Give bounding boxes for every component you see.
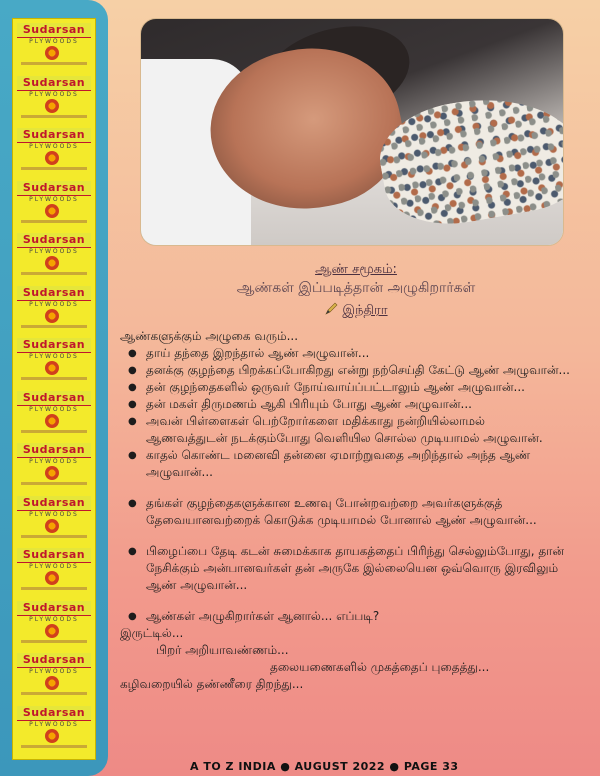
- sponsor-brand: Sudarsan: [17, 76, 91, 91]
- left-band: [0, 0, 108, 776]
- sponsor-logo: [15, 233, 93, 281]
- list-item: ● ஆண்கள் அழுகிறார்கள் ஆனால்... எப்படி?: [120, 608, 570, 625]
- pen-icon: [324, 302, 338, 316]
- sponsor-brand: Sudarsan: [17, 233, 91, 248]
- closing-line-4: கழிவறையில் தண்ணீரை திறந்து...: [120, 677, 304, 691]
- list-item: ● தனக்கு குழந்தை பிறக்கப்போகிறது என்று நற்செய்தி கேட்டு ஆண் அழுவான்...: [120, 362, 570, 379]
- author-name: இந்திரா: [342, 303, 388, 318]
- sponsor-brand: Sudarsan: [17, 496, 91, 511]
- list-item: ● பிழைப்பை தேடி கடன் சுமைக்காக தாயகத்தைப் பிரிந்து செல்லும்போது, தான் நேசிக்கும் அன்பானவர்கள் தன் அருகே இல்லையென ஒவ்வொரு இரவிலும் ஆண் அழுவான்...: [120, 543, 570, 594]
- sponsor-sub: PLYWOODS: [29, 615, 79, 623]
- sponsor-sub: PLYWOODS: [29, 248, 79, 255]
- sponsor-logo: [15, 128, 93, 176]
- sponsor-tagline: [21, 640, 87, 643]
- sponsor-logo: [15, 601, 93, 649]
- sponsor-tagline: [21, 482, 87, 485]
- sponsor-tagline: [21, 272, 87, 275]
- sponsor-logo: [15, 496, 93, 544]
- sponsor-logo: [15, 548, 93, 596]
- sponsor-brand: Sudarsan: [17, 601, 91, 616]
- sponsor-emblem-icon: [45, 151, 59, 165]
- sponsor-brand: Sudarsan: [17, 653, 91, 668]
- hero-photo: [140, 18, 564, 246]
- sponsor-emblem-icon: [45, 571, 59, 585]
- sponsor-logo: [15, 23, 93, 71]
- sponsor-logo: [15, 391, 93, 439]
- sponsor-tagline: [21, 220, 87, 223]
- list-item: ● தன் குழந்தைகளில் ஒருவர் நோய்வாய்ப்பட்டாலும் ஆண் அழுவான்...: [120, 379, 570, 396]
- sponsor-sub: PLYWOODS: [29, 90, 79, 98]
- sponsor-brand: Sudarsan: [17, 706, 91, 721]
- sponsor-sub: PLYWOODS: [29, 458, 79, 465]
- sponsor-logo: [15, 181, 93, 229]
- sponsor-sub: PLYWOODS: [29, 563, 79, 570]
- page-footer: A TO Z INDIA ● AUGUST 2022 ● PAGE 33: [190, 760, 459, 773]
- article-body: [120, 328, 570, 693]
- list-item: ● தன் மகள் திருமணம் ஆகி பிரியும் போது ஆண் அழுவான்...: [120, 396, 570, 413]
- sponsor-sub: PLYWOODS: [29, 195, 79, 203]
- sponsor-logo: [15, 76, 93, 124]
- sponsor-logo: [15, 653, 93, 701]
- sponsor-tagline: [21, 587, 87, 590]
- sponsor-tagline: [21, 167, 87, 170]
- article-category: ஆண் சமூகம்:: [315, 262, 397, 277]
- sponsor-emblem-icon: [45, 204, 59, 218]
- closing-line-1: இருட்டில்...: [120, 626, 184, 640]
- bullet-list-a: [120, 345, 570, 481]
- sponsor-emblem-icon: [45, 99, 59, 113]
- sponsor-emblem-icon: [45, 256, 59, 270]
- sponsor-brand: Sudarsan: [17, 286, 91, 301]
- bullet-list-b: [120, 495, 570, 529]
- sponsor-emblem-icon: [45, 676, 59, 690]
- sponsor-tagline: [21, 430, 87, 433]
- article-title: ஆண்கள் இப்படித்தான் அழுகிறார்கள்: [236, 280, 476, 296]
- sponsor-sub: PLYWOODS: [29, 720, 79, 728]
- sponsor-emblem-icon: [45, 414, 59, 428]
- sponsor-sub: PLYWOODS: [29, 143, 79, 150]
- sponsor-brand: Sudarsan: [17, 181, 91, 196]
- list-item: ● தாய் தந்தை இறந்தால் ஆண் அழுவான்...: [120, 345, 570, 362]
- sponsor-logo: [15, 706, 93, 754]
- sponsor-tagline: [21, 377, 87, 380]
- sponsor-sub: PLYWOODS: [29, 668, 79, 675]
- sponsor-sub: PLYWOODS: [29, 300, 79, 308]
- sponsor-emblem-icon: [45, 309, 59, 323]
- sponsor-tagline: [21, 62, 87, 65]
- sponsor-logo: [15, 443, 93, 491]
- sponsor-sub: PLYWOODS: [29, 353, 79, 360]
- sponsor-emblem-icon: [45, 519, 59, 533]
- article-author: [116, 302, 596, 319]
- sponsor-tagline: [21, 325, 87, 328]
- sponsor-sub: PLYWOODS: [29, 38, 79, 45]
- sponsor-brand: Sudarsan: [17, 23, 91, 38]
- sponsor-tagline: [21, 692, 87, 695]
- sponsor-sub: PLYWOODS: [29, 405, 79, 413]
- sponsor-strip: [12, 18, 96, 760]
- sponsor-brand: Sudarsan: [17, 548, 91, 563]
- list-item: ● அவன் பிள்ளைகள் பெற்றோர்களை மதிக்காது நன்றியில்லாமல் ஆணவத்துடன் நடக்கும்போது வெளியில சொல்ல முடியாமல் அழுவான்.: [120, 413, 570, 447]
- sponsor-emblem-icon: [45, 46, 59, 60]
- sponsor-logo: [15, 286, 93, 334]
- sponsor-sub: PLYWOODS: [29, 510, 79, 518]
- sponsor-brand: Sudarsan: [17, 338, 91, 353]
- sponsor-emblem-icon: [45, 624, 59, 638]
- sponsor-brand: Sudarsan: [17, 443, 91, 458]
- intro-text: ஆண்களுக்கும் அழுகை வரும்...: [120, 329, 299, 343]
- sponsor-brand: Sudarsan: [17, 391, 91, 406]
- sponsor-brand: Sudarsan: [17, 128, 91, 143]
- sponsor-tagline: [21, 535, 87, 538]
- sponsor-logo: [15, 338, 93, 386]
- closing-line-3: தலையணைகளில் முகத்தைப் புதைத்து...: [270, 660, 490, 674]
- sponsor-tagline: [21, 745, 87, 748]
- closing-line-2: பிறர் அறியாவண்ணம்...: [156, 643, 289, 657]
- sponsor-emblem-icon: [45, 361, 59, 375]
- sponsor-tagline: [21, 115, 87, 118]
- list-item: ● தங்கள் குழந்தைகளுக்கான உணவு போன்றவற்றை அவர்களுக்குத் தேவையானவற்றைக் கொடுக்க முடியாமல் போனால் ஆண் அழுவான்...: [120, 495, 570, 529]
- sponsor-emblem-icon: [45, 466, 59, 480]
- bullet-list-d: [120, 608, 570, 625]
- bullet-list-c: [120, 543, 570, 594]
- sponsor-emblem-icon: [45, 729, 59, 743]
- list-item: ● காதல் கொண்ட மனைவி தன்னை ஏமாற்றுவதை அறிந்தால் அந்த ஆண் அழுவான்...: [120, 447, 570, 481]
